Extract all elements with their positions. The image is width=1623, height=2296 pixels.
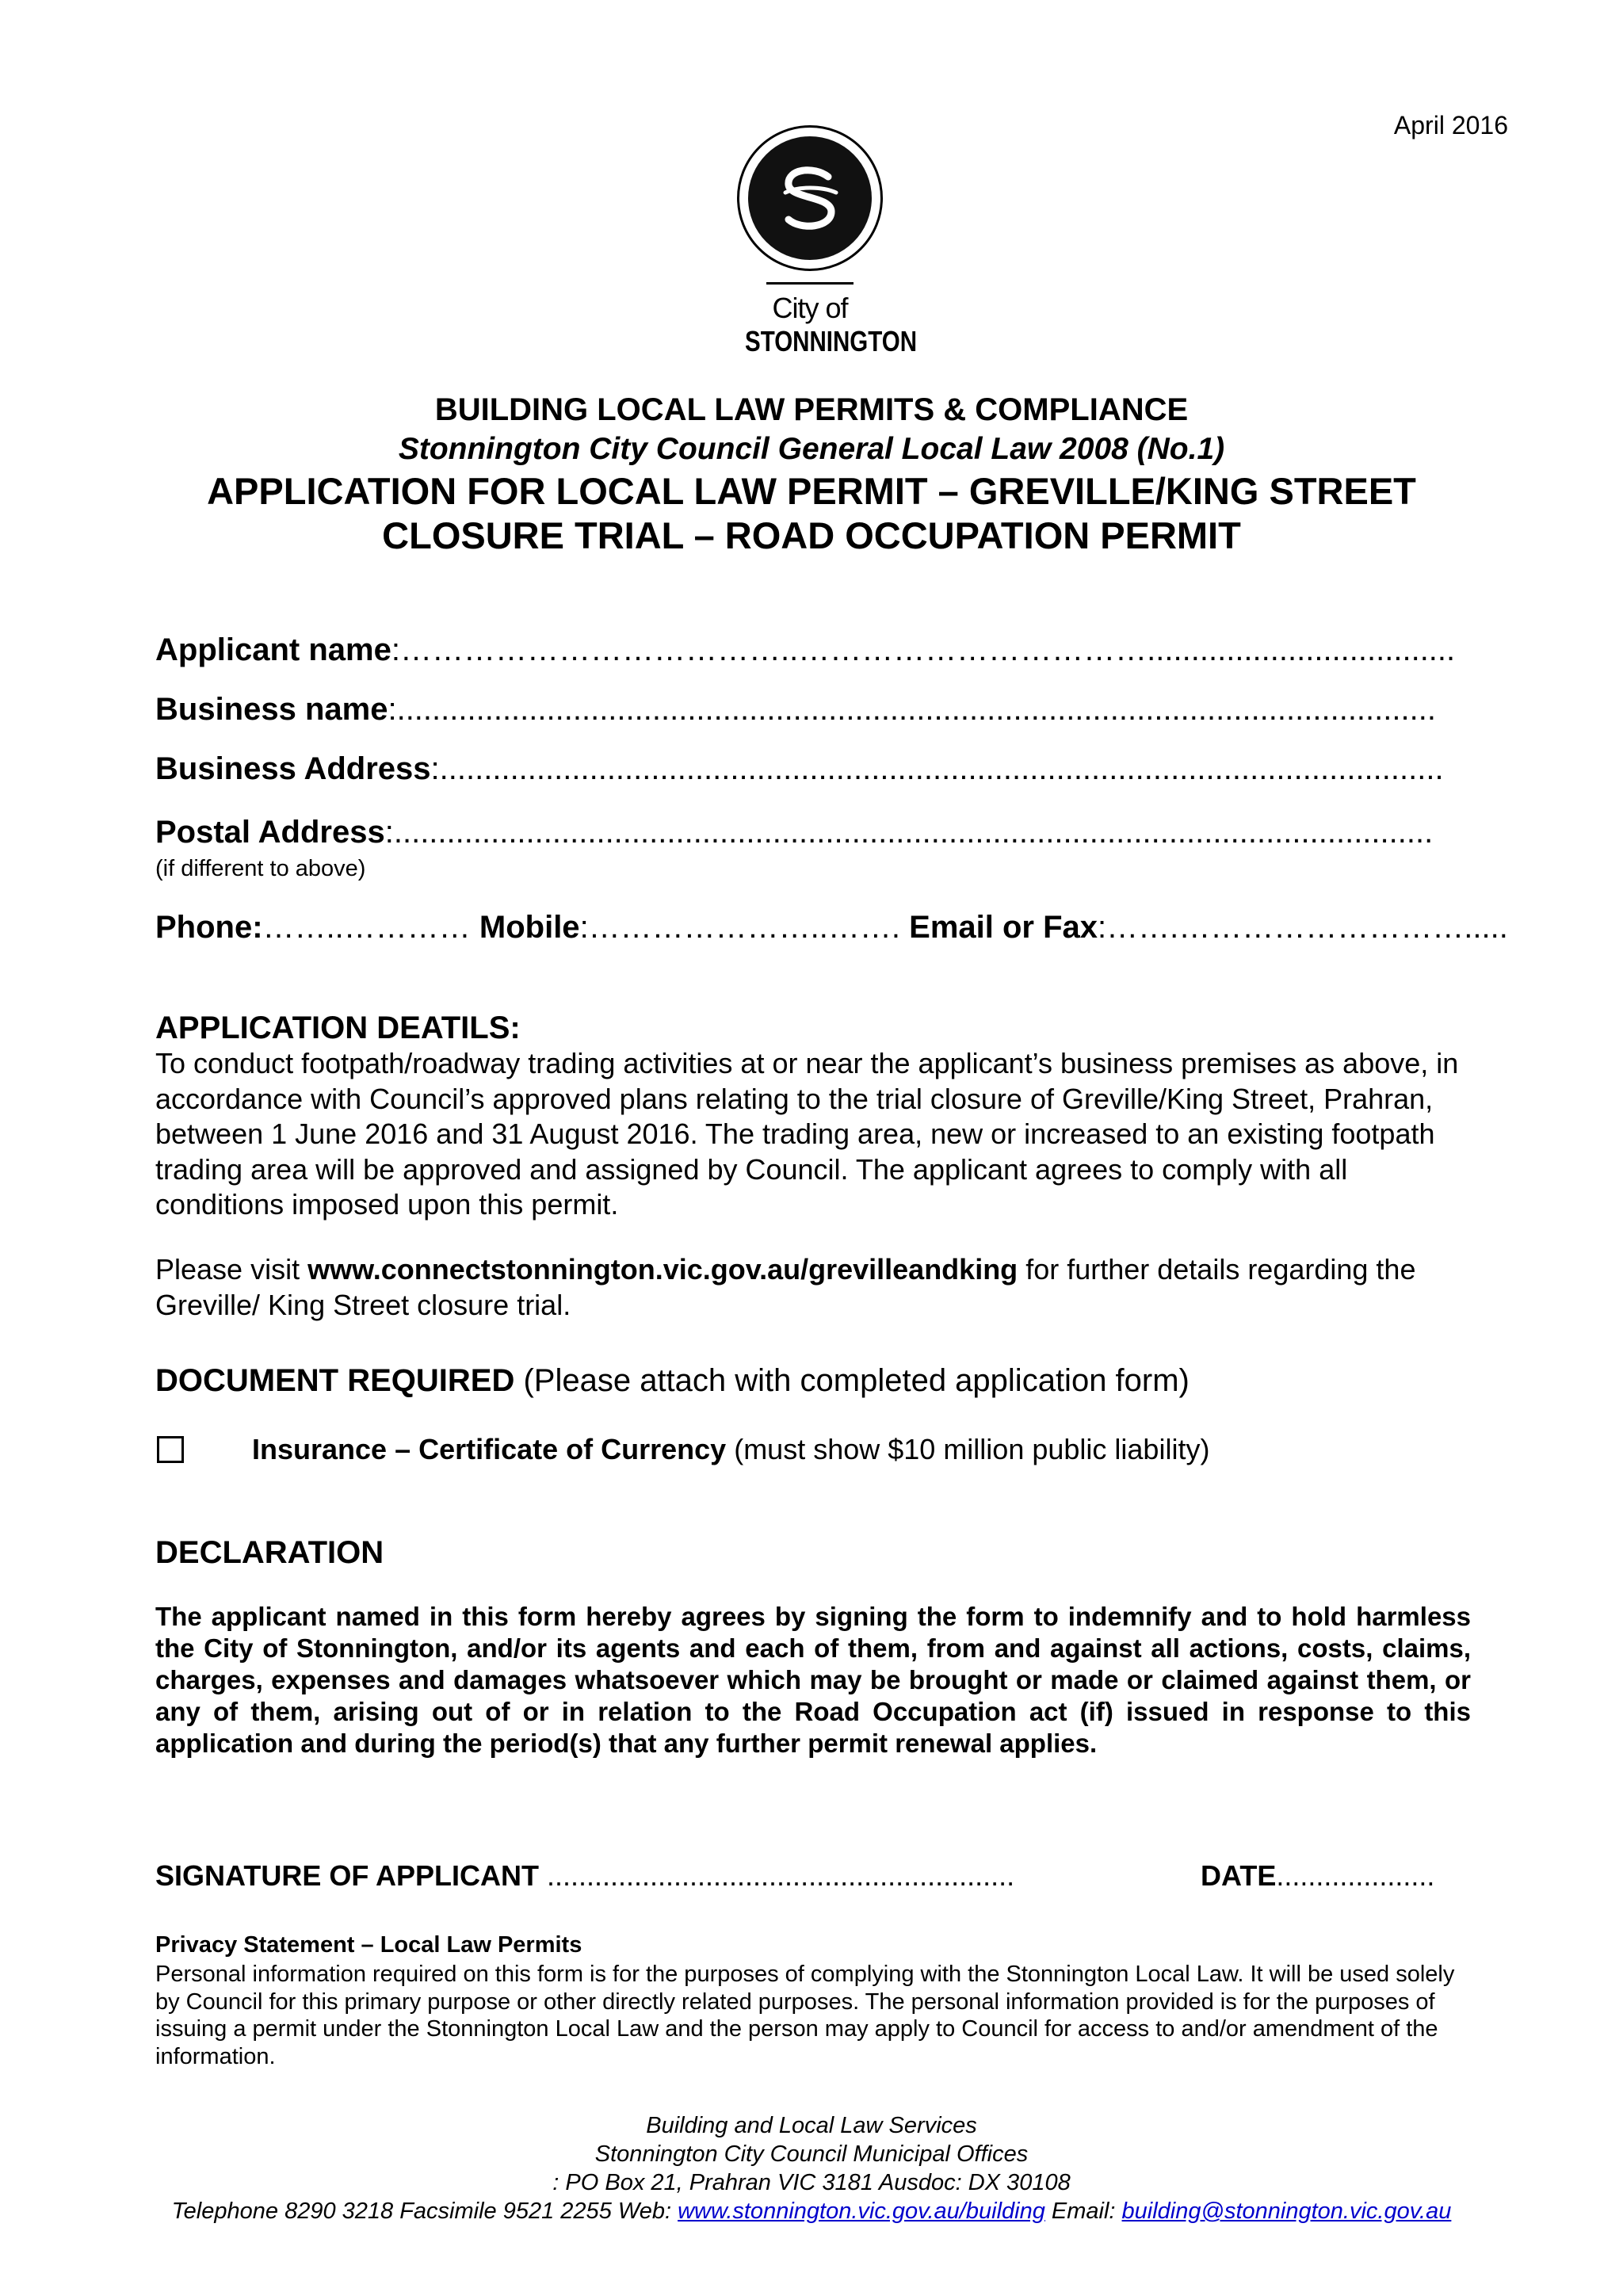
logo-s-monogram-icon: [766, 155, 854, 242]
business-name-field[interactable]: [155, 692, 1436, 728]
logo-disc: [748, 136, 872, 260]
local-law-title: Stonnington City Council General Local Law 2008 (No.1): [398, 432, 1225, 466]
department-heading: BUILDING LOCAL LAW PERMITS & COMPLIANCE: [434, 392, 1189, 427]
footer-email-link[interactable]: building@stonnington.vic.gov.au: [1121, 2199, 1452, 2224]
footer-contact: [0, 2197, 1623, 2225]
application-details-text: To conduct footpath/roadway trading activities at or near the applicant’s business premises as above, in accordance with Council’s approved plans relating to the trial closure of Greville/King Street, Prahran, between 1 June 2016 and 31 August 2016. The trading area, new or increased to an existing footpath trading area will be approved and assigned by Council. The applicant agrees to comply with all conditions imposed upon this permit.: [155, 1047, 1459, 1221]
contact-row: [155, 910, 1508, 946]
phone-field[interactable]: ……..…………: [262, 910, 479, 945]
footer: [0, 2111, 1623, 2225]
postal-address-note: (if different to above): [155, 856, 366, 881]
mobile-field[interactable]: :…………………..…….: [579, 910, 910, 945]
applicant-name-field[interactable]: [155, 632, 1455, 668]
document-required-heading: [155, 1363, 1190, 1399]
insurance-item-note: (must show $10 million public liability): [726, 1433, 1210, 1465]
signature-dots: ...........................................................: [547, 1859, 1015, 1892]
declaration-text: The applicant named in this form hereby agrees by signing the form to indemnify and to hold harmless the City of Stonnington, and/or its agents and each of them, from and against all actions, costs, claims, charges, expenses and damages whatsoever which may be brought or made or claimed against them, or any of them, arising out of or in relation to the Road Occupation act (if) issued in response to this application and during the period(s) that any further permit renewal applies.: [155, 1602, 1471, 1758]
date-dots: ....................: [1276, 1859, 1435, 1892]
application-title: [0, 469, 1623, 558]
email-fax-field[interactable]: :…….……………………….....: [1098, 910, 1508, 945]
application-details-heading: APPLICATION DEATILS:: [155, 1010, 521, 1045]
date-label: DATE: [1201, 1859, 1277, 1892]
insurance-item-label: Insurance – Certificate of Currency: [252, 1433, 727, 1465]
postal-address-field[interactable]: [155, 815, 1433, 850]
postal-address-label: Postal Address: [155, 815, 385, 850]
privacy-heading: Privacy Statement – Local Law Permits: [155, 1932, 582, 1958]
applicant-name-dots: :………………………………..……………………………...................................: [391, 632, 1456, 667]
application-title-line1: APPLICATION FOR LOCAL LAW PERMIT – GREVILLE/KING STREET: [207, 470, 1416, 512]
logo-city-of: City of: [772, 292, 848, 324]
business-address-dots: :..................................................................................................................: [430, 751, 1444, 786]
applicant-name-label: Applicant name: [155, 632, 391, 667]
footer-address: : PO Box 21, Prahran VIC 3181 Ausdoc: DX 30108: [552, 2170, 1071, 2195]
footer-email-label: Email:: [1044, 2199, 1122, 2224]
footer-phone: Telephone 8290 3218 Facsimile 9521 2255 Web:: [171, 2199, 678, 2224]
footer-web-link[interactable]: www.stonnington.vic.gov.au/building: [678, 2199, 1045, 2224]
council-logo: [731, 125, 918, 359]
date-field[interactable]: [1201, 1859, 1434, 1893]
declaration-heading: DECLARATION: [155, 1535, 384, 1570]
business-address-field[interactable]: [155, 751, 1444, 787]
footer-offices: Stonnington City Council Municipal Offices: [594, 2141, 1029, 2167]
signature-label: SIGNATURE OF APPLICANT: [155, 1859, 547, 1892]
mobile-label: Mobile: [479, 910, 580, 945]
application-title-line2: CLOSURE TRIAL – ROAD OCCUPATION PERMIT: [382, 514, 1241, 556]
business-name-dots: :......................................................................................................................: [388, 692, 1436, 727]
insurance-item: [252, 1433, 1209, 1466]
document-required-label: DOCUMENT REQUIRED: [155, 1363, 515, 1398]
website-note-prefix: Please visit: [155, 1253, 308, 1286]
document-required-note: (Please attach with completed application form): [514, 1363, 1190, 1398]
business-name-label: Business name: [155, 692, 388, 727]
website-note: [155, 1252, 1471, 1323]
email-fax-label: Email or Fax: [909, 910, 1098, 945]
website-note-suffix: for further details regarding the Greville/ King Street closure trial.: [155, 1253, 1416, 1321]
signature-field[interactable]: [155, 1859, 1014, 1893]
logo-stonnington: STONNINGTON: [745, 325, 918, 357]
logo-divider: [766, 282, 854, 285]
postal-address-dots: :......................................................................................................................: [384, 815, 1434, 850]
grevilleandking-url[interactable]: www.connectstonnington.vic.gov.au/grevilleandking: [307, 1253, 1018, 1286]
business-address-label: Business Address: [155, 751, 431, 786]
privacy-text: Personal information required on this form is for the purposes of complying with the Stonnington Local Law. It will be used solely by Council for this primary purpose or other directly related purposes. The personal information provided is for the purposes of issuing a permit under the Stonnington Local Law and the person may apply to Council for access to and/or amendment of the information.: [155, 1962, 1455, 2069]
footer-department: Building and Local Law Services: [646, 2113, 977, 2138]
document-date: April 2016: [1393, 111, 1508, 139]
phone-label: Phone:: [155, 910, 263, 945]
logo-ring: [737, 125, 883, 271]
insurance-checkbox[interactable]: [157, 1436, 184, 1463]
